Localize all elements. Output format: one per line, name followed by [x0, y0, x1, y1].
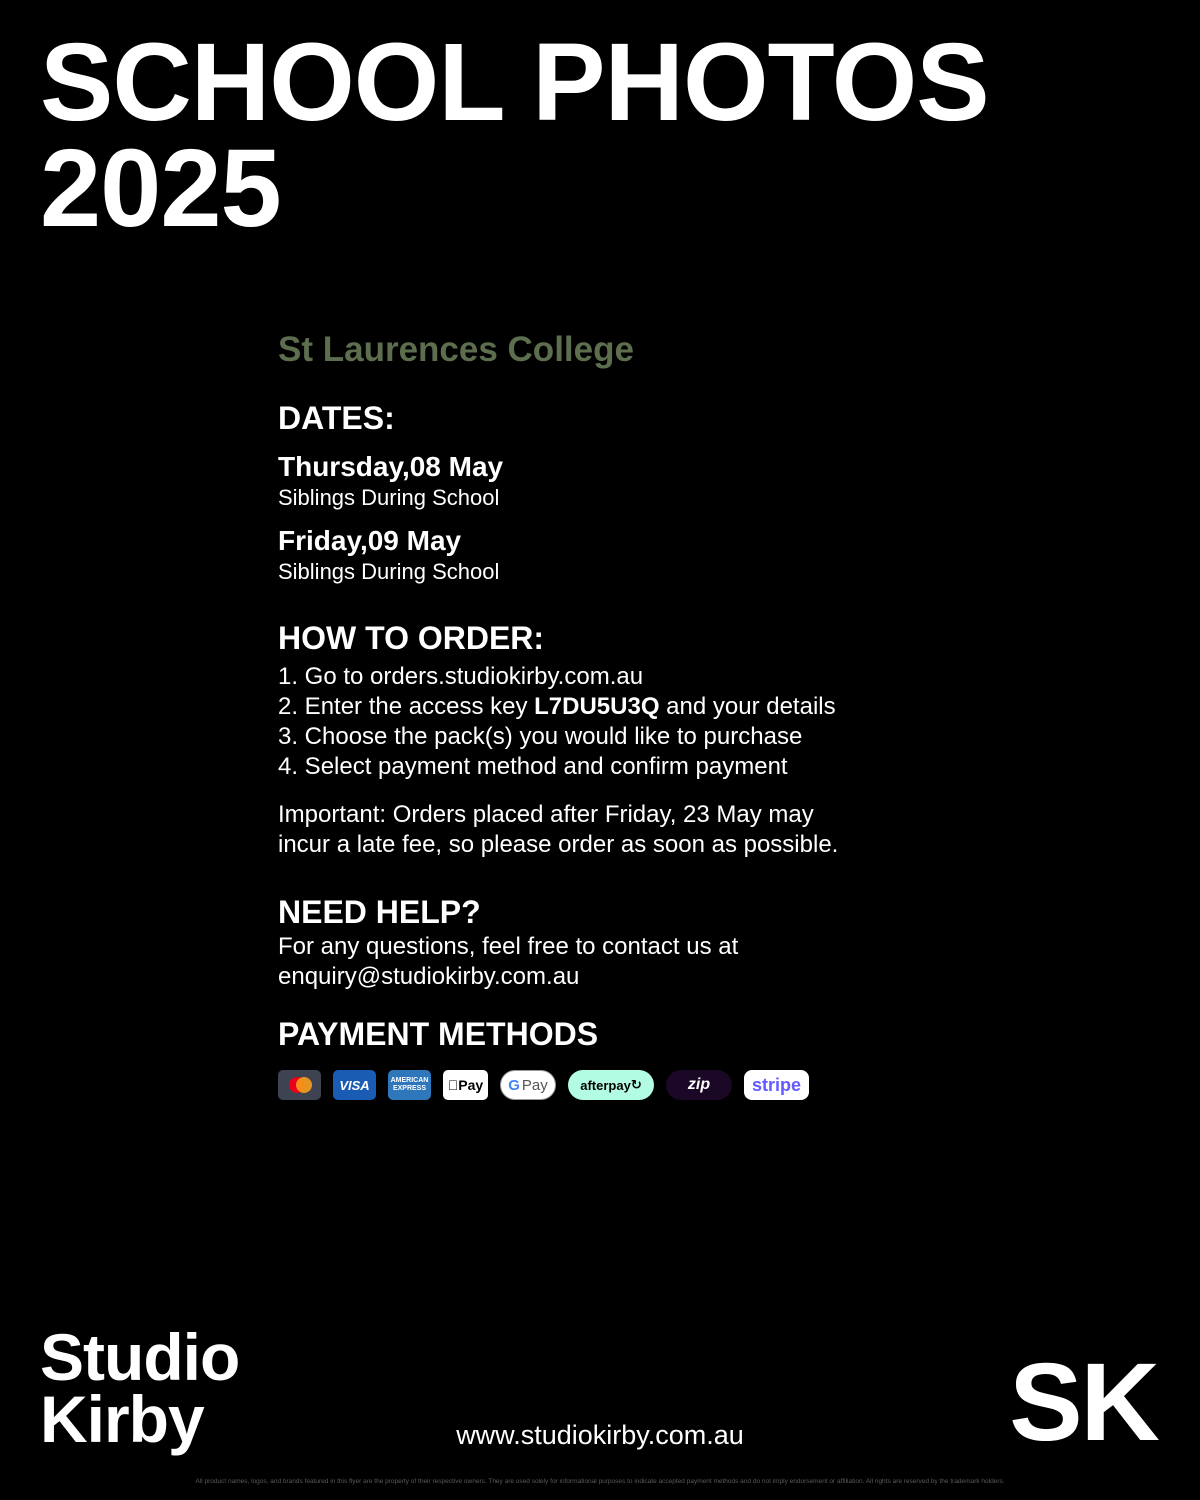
order-step-4: 4. Select payment method and confirm payment [278, 753, 788, 780]
order-step-3: 3. Choose the pack(s) you would like to purchase [278, 723, 803, 750]
logo-line-1: Studio [40, 1320, 240, 1394]
order-steps [278, 662, 978, 782]
access-key: L7DU5U3Q [534, 693, 660, 720]
website-link[interactable]: www.studiokirby.com.au [456, 1420, 744, 1450]
stripe-icon: stripe [744, 1070, 809, 1100]
help-email: enquiry@studiokirby.com.au [278, 963, 580, 990]
order-step-2-pre: 2. Enter the access key [278, 693, 535, 720]
disclaimer: All product names, logos, and brands featured in this flyer are the property of their respective owners. They are used solely for informational purposes to indicate accepted payment methods and do not imply endorsement or affiliation. All rights are reserved by the trademark holders. [195, 1478, 1005, 1485]
mastercard-icon [278, 1070, 321, 1100]
title-line-1: SCHOOL PHOTOS [40, 21, 989, 144]
title-line-2: 2025 [40, 127, 281, 250]
order-section [278, 618, 978, 860]
sk-monogram: SK [1009, 1341, 1158, 1464]
order-step-2-post: and your details [659, 693, 836, 720]
important-line-1: Important: Orders placed after Friday, 23 May may [278, 801, 814, 828]
google-pay-icon: G Pay [500, 1070, 556, 1100]
dates-heading: DATES: [278, 400, 395, 436]
important-note [278, 800, 978, 860]
date-item-1-note: Siblings During School [278, 485, 500, 510]
order-step-1: 1. Go to orders.studiokirby.com.au [278, 663, 644, 690]
date-item-2-day: Friday,09 May [278, 525, 462, 556]
important-line-2: incur a late fee, so please order as soon as possible. [278, 831, 839, 858]
apple-pay-icon: Pay [443, 1070, 488, 1100]
afterpay-icon: afterpay ↻ [568, 1070, 654, 1100]
visa-icon: VISA [333, 1070, 376, 1100]
dates-section [278, 398, 978, 586]
help-text: For any questions, feel free to contact us at [278, 933, 739, 960]
order-heading: HOW TO ORDER: [278, 620, 545, 656]
order-step-2 [278, 692, 978, 722]
date-item-2-note: Siblings During School [278, 559, 500, 584]
amex-icon: AMERICAN EXPRESS [388, 1070, 431, 1100]
logo-line-2: Kirby [40, 1382, 204, 1456]
page-title [40, 21, 989, 250]
date-item-1-day: Thursday,08 May [278, 451, 504, 482]
zip-icon: zip [666, 1070, 732, 1100]
school-name: St Laurences College [278, 330, 634, 369]
payment-section [278, 1014, 978, 1100]
help-section [278, 892, 978, 992]
main-content [278, 330, 978, 1100]
payment-heading: PAYMENT METHODS [278, 1016, 599, 1052]
help-heading: NEED HELP? [278, 894, 481, 930]
payment-icons [278, 1070, 978, 1100]
